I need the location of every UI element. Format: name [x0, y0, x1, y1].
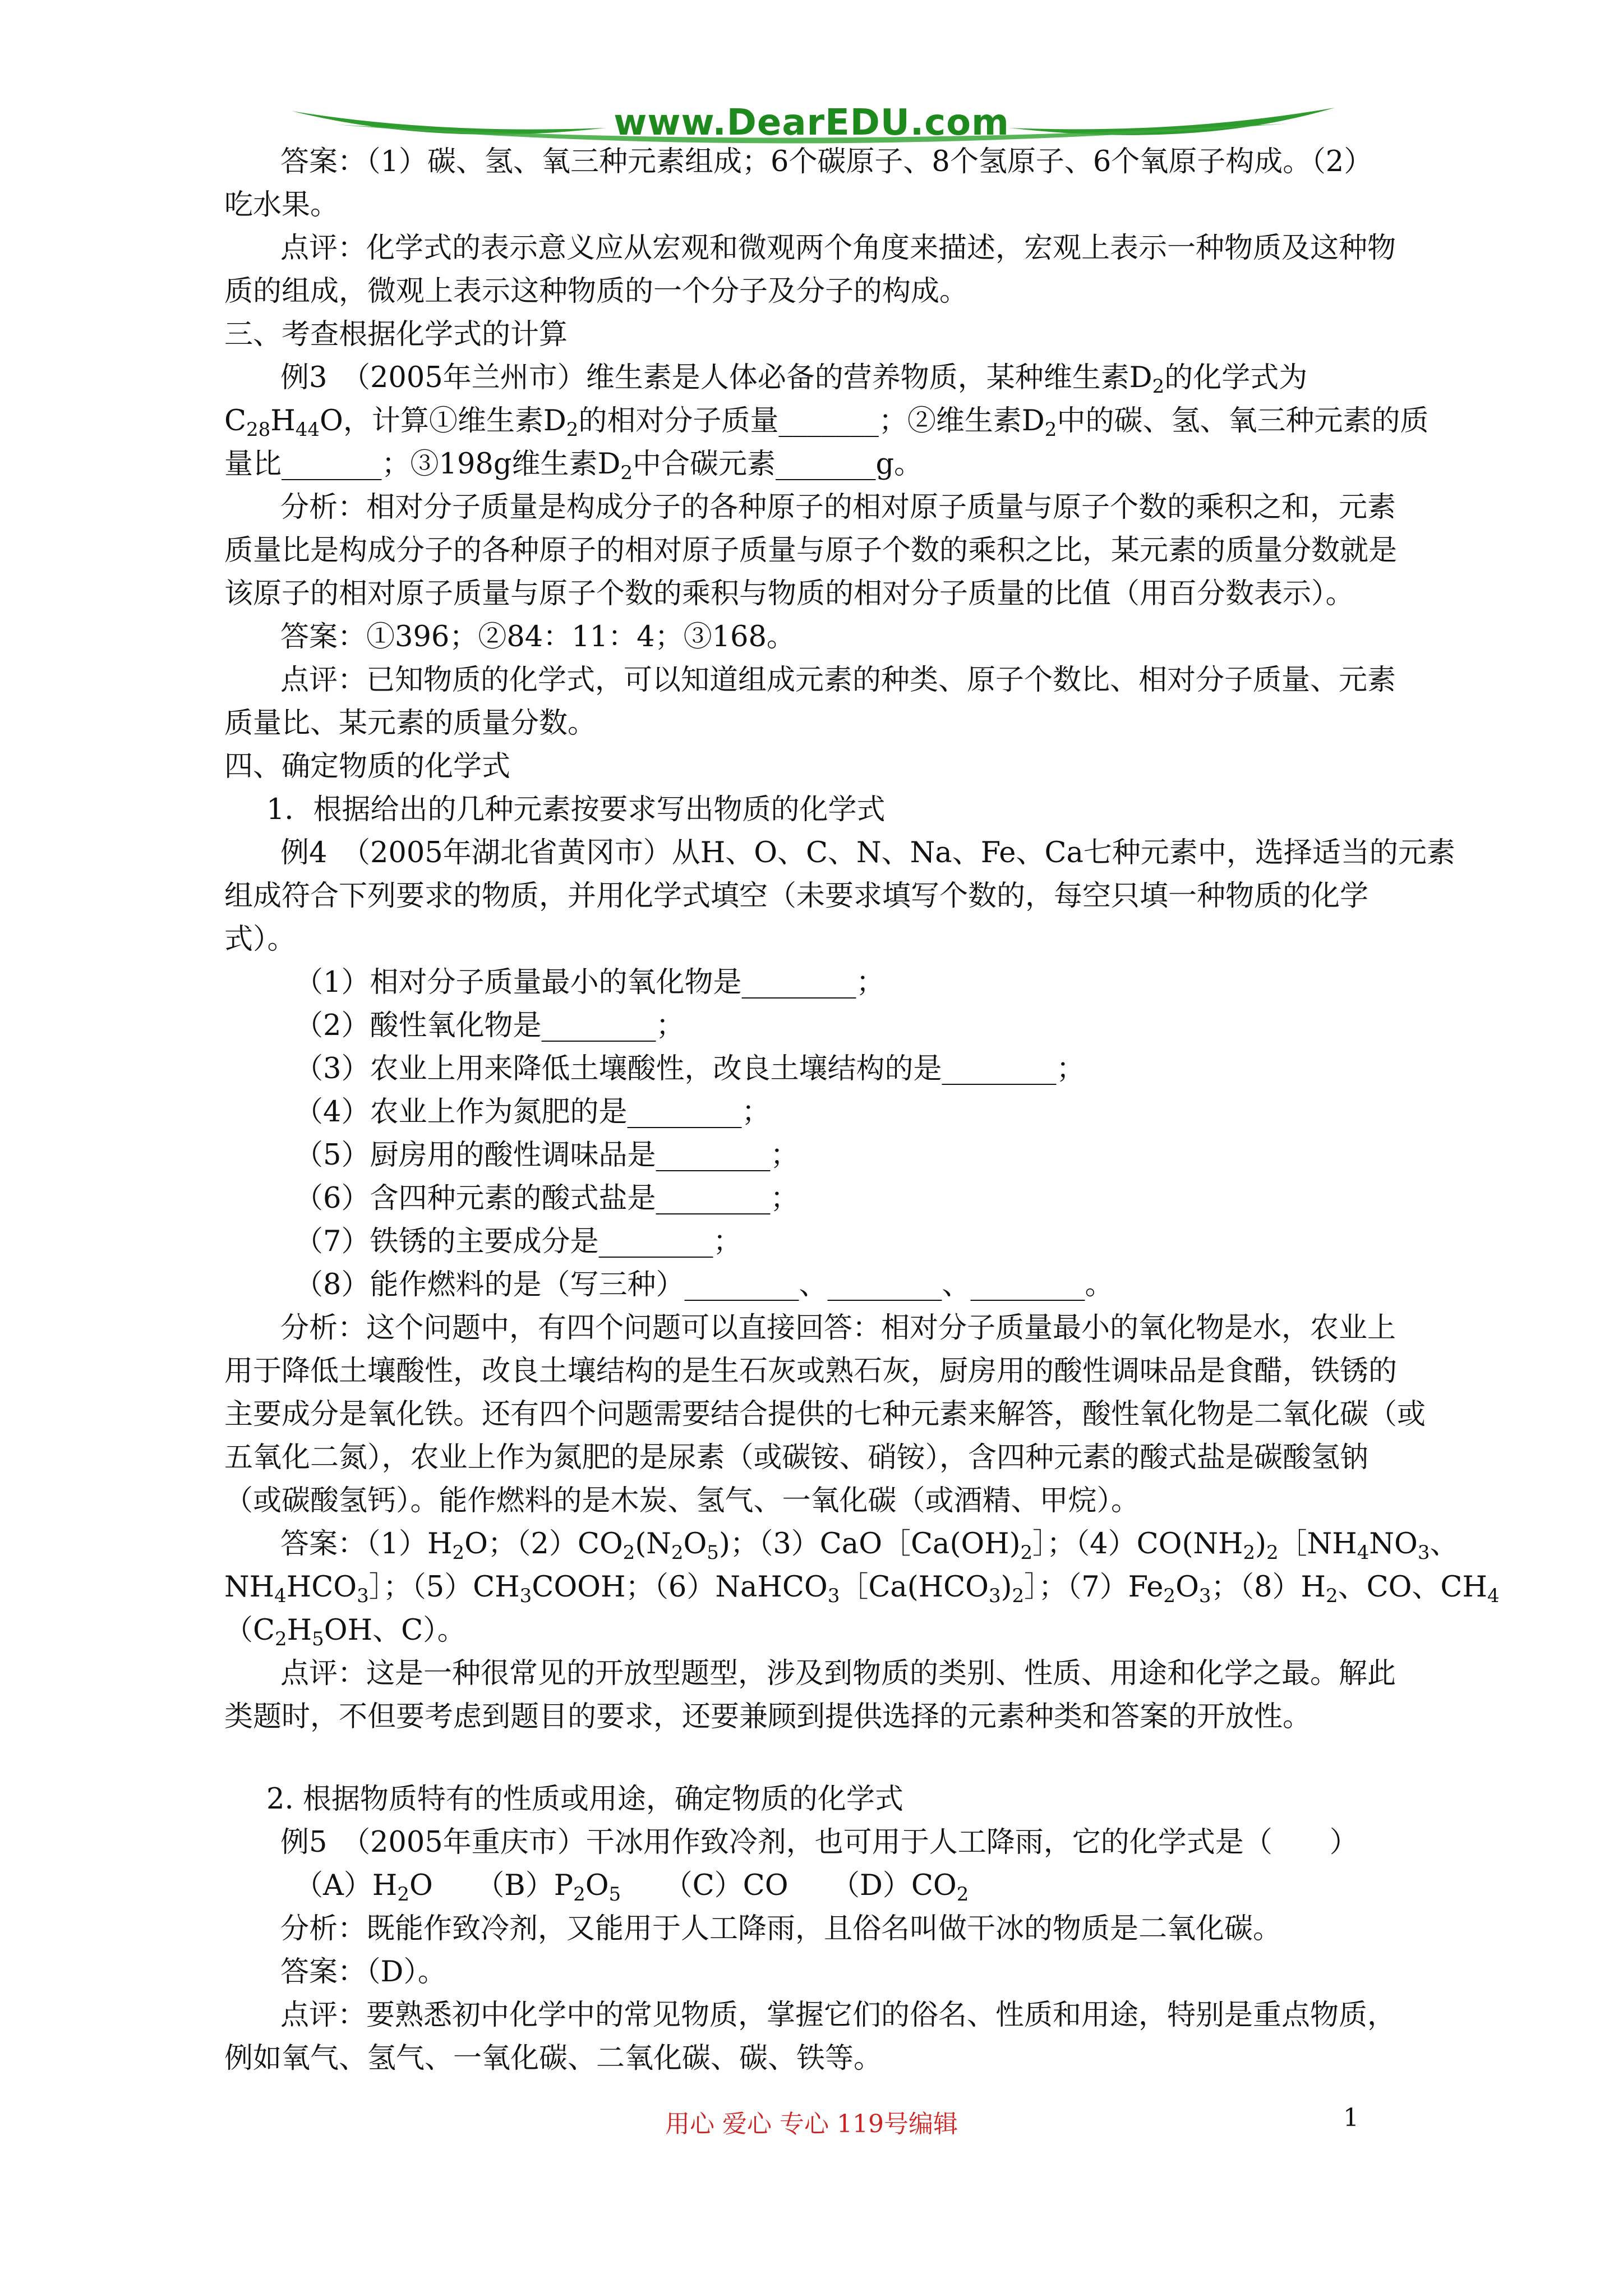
text-line: 答案：（1）碳、氢、氧三种元素组成；6个碳原子、8个氢原子、6个氧原子构成。（2） — [280, 145, 1373, 178]
text-line: $NH_4HCO_3]$；$(5)CH_3COOH$；$(6)NaHCO_3[Ca(HCO_3)_2]$；$(7)Fe_2O_3$；$(8)H_2$、CO、$CH_4$ — [224, 1571, 1500, 1607]
text-line: 分析：这个问题中，有四个问题可以直接回答：相对分子质量最小的氧化物是水，农业上 — [280, 1312, 1396, 1345]
text-line: 分析：既能作致冷剂，又能用于人工降雨，且俗名叫做干冰的物质是二氧化碳。 — [280, 1912, 1282, 1945]
page-number: 1 — [1343, 2104, 1359, 2132]
text-line: 质的组成，微观上表示这种物质的一个分子及分子的构成。 — [224, 275, 969, 308]
text-line: （6）含四种元素的酸式盐是________； — [294, 1182, 799, 1215]
text-line: （4）农业上作为氮肥的是________； — [294, 1096, 771, 1129]
text-line: 2. 根据物质特有的性质或用途，确定物质的化学式 — [266, 1783, 903, 1816]
text-line: 组成符合下列要求的物质，并用化学式填空（未要求填写个数的，每空只填一种物质的化学 — [224, 880, 1369, 913]
text-line: 1．根据给出的几种元素按要求写出物质的化学式 — [266, 793, 886, 826]
text-line: （1）相对分子质量最小的氧化物是________； — [294, 966, 885, 999]
text-line: （3）农业上用来降低土壤酸性，改良土壤结构的是________； — [294, 1052, 1085, 1085]
text-line: 用于降低土壤酸性，改良土壤结构的是生石灰或熟石灰，厨房用的酸性调味品是食醋，铁锈的 — [224, 1355, 1398, 1388]
text-line: 五氧化二氮），农业上作为氮肥的是尿素（或碳铵、硝铵），含四种元素的酸式盐是碳酸氢钠 — [224, 1441, 1369, 1474]
text-line: 吃水果。 — [224, 188, 339, 222]
text-line: （2）酸性氧化物是________； — [294, 1009, 685, 1042]
text-line: 点评：已知物质的化学式，可以知道组成元素的种类、原子个数比、相对分子质量、元素 — [280, 664, 1396, 697]
text-line: （$C_2H_5OH$、C）。 — [224, 1614, 466, 1650]
text-line: 式）。 — [224, 923, 296, 956]
text-line: 主要成分是氧化铁。还有四个问题需要结合提供的七种元素来解答，酸性氧化物是二氧化碳（或 — [224, 1398, 1426, 1431]
text-line: 该原子的相对原子质量与原子个数的乘积与物质的相对分子质量的比值（用百分数表示）。 — [224, 577, 1354, 610]
text-line: 例如氧气、氢气、一氧化碳、二氧化碳、碳、铁等。 — [224, 2042, 883, 2075]
text-line: 答案：（D）。 — [280, 1955, 446, 1989]
site-logo-text: www.DearEDU.com — [614, 102, 1009, 144]
page-footer: 用心 爱心 专心 119号编辑 — [665, 2110, 958, 2138]
text-line: 答案：①396；②84：11：4；③168。 — [280, 620, 795, 654]
document-body — [224, 140, 1500, 2080]
text-line: 质量比是构成分子的各种原子的相对原子质量与原子个数的乘积之比，某元素的质量分数就是 — [224, 534, 1398, 567]
text-line: $C_{28}H_{44}O$，计算①维生素$D_2$的相对分子质量_______；②维生素$D_2$中的碳、氢、氧三种元素的质 — [224, 404, 1429, 441]
text-line: （7）铁锈的主要成分是________； — [294, 1225, 742, 1258]
text-line: 答案：$(1)H_2O$；$(2)CO_2(N_2O_5)$；$(3)CaO[Ca(OH)_2]$；$(4)CO(NH_2)_2[NH_4NO_3$、 — [280, 1527, 1459, 1564]
text-line: （8）能作燃料的是（写三种）________、________、________。 — [294, 1268, 1114, 1301]
text-line: 点评：这是一种很常见的开放型题型，涉及到物质的类别、性质、用途和化学之最。解此 — [280, 1657, 1396, 1690]
text-line: （或碳酸氢钙）。能作燃料的是木炭、氢气、一氧化碳（或酒精、甲烷）。 — [224, 1484, 1140, 1517]
text-line: 四、确定物质的化学式 — [224, 750, 511, 783]
text-line: 量比_______；③198g维生素$D_2$中合碳元素_______g。 — [224, 448, 923, 484]
text-line: 点评：化学式的表示意义应从宏观和微观两个角度来描述，宏观上表示一种物质及这种物 — [280, 232, 1396, 265]
text-line: $(A)H_2O$ $(B)P_2O_5$ （C）CO $(D)CO_2$ — [294, 1869, 969, 1906]
text-line: 点评：要熟悉初中化学中的常见物质，掌握它们的俗名、性质和用途，特别是重点物质， — [280, 1999, 1396, 2032]
text-line: 类题时，不但要考虑到题目的要求，还要兼顾到提供选择的元素种类和答案的开放性。 — [224, 1700, 1312, 1733]
text-line: 例5 （2005年重庆市）干冰用作致冷剂，也可用于人工降雨，它的化学式是（ ） — [280, 1826, 1358, 1859]
text-line: 例4 （2005年湖北省黄冈市）从H、O、C、N、Na、Fe、Ca七种元素中，选择适当的元素 — [280, 836, 1455, 869]
text-line: 三、考查根据化学式的计算 — [224, 318, 568, 351]
blank-line — [224, 1738, 1413, 1778]
text-line: 分析：相对分子质量是构成分子的各种原子的相对原子质量与原子个数的乘积之和，元素 — [280, 491, 1396, 524]
text-line: 例3 （2005年兰州市）维生素是人体必备的营养物质，某种维生素$D_2$的化学式为 — [280, 361, 1308, 398]
text-line: （5）厨房用的酸性调味品是________； — [294, 1139, 799, 1172]
text-line: 质量比、某元素的质量分数。 — [224, 707, 597, 740]
